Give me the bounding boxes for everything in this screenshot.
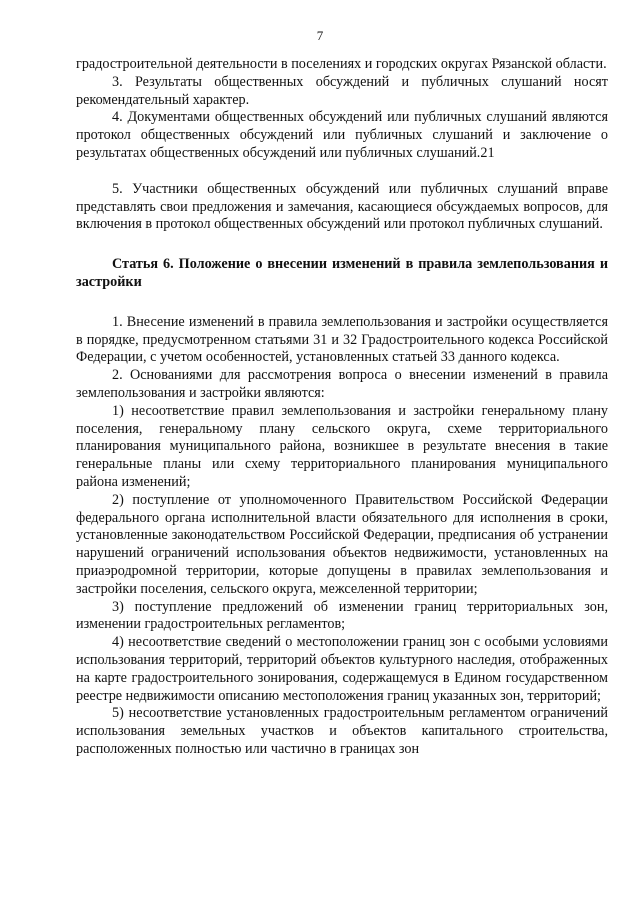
paragraph-3: 3. Результаты общественных обсуждений и публичных слушаний носят рекомендательный характер. bbox=[76, 73, 608, 108]
list-item-2: 2) поступление от уполномоченного Правительством Российской Федерации федерального органа исполнительной власти обязательного для исполнения в сроки, установленные законодательством Российской Федерации, предписания об устранении нарушений ограничений использования объектов недвижимости, установленных на приаэродромной территории, которые допущены в правилах землепользования и застройки поселения, сельского округа, межселенной территории; bbox=[76, 491, 608, 597]
spacer bbox=[76, 163, 608, 181]
document-body bbox=[76, 56, 608, 759]
page-number: 7 bbox=[316, 28, 324, 43]
spacer bbox=[76, 234, 608, 256]
list-item-3: 3) поступление предложений об изменении границ территориальных зон, изменении градостроительных регламентов; bbox=[76, 598, 608, 633]
list-item-5: 5) несоответствие установленных градостроительным регламентом ограничений использования земельных участков и объектов капитального строительства, расположенных полностью или частично в границах зон bbox=[76, 705, 608, 757]
spacer bbox=[76, 292, 608, 314]
list-item-4: 4) несоответствие сведений о местоположении границ зон с особыми условиями использования территорий, территорий объектов культурного наследия, отображенных на карте градостроительного зонирования, содержащемуся в Едином государственном реестре недвижимости описанию местоположения границ указанных зон, территорий; bbox=[76, 634, 608, 704]
article-6-paragraph-2: 2. Основаниями для рассмотрения вопроса о внесении изменений в правила землепользования и застройки являются: bbox=[76, 367, 608, 401]
paragraph-4: 4. Документами общественных обсуждений или публичных слушаний являются протокол общественных обсуждений или публичных слушаний и заключение о результатах общественных обсуждений или публичных слушаний.21 bbox=[76, 109, 608, 161]
article-6-paragraph-1: 1. Внесение изменений в правила землепользования и застройки осуществляется в порядке, предусмотренном статьями 31 и 32 Градостроительного кодекса Российской Федерации, с учетом особенностей, установленных статьей 33 данного кодекса. bbox=[76, 313, 608, 366]
article-heading: Статья 6. Положение о внесении изменений в правила землепользования и застройки bbox=[76, 256, 608, 290]
list-item-1: 1) несоответствие правил землепользования и застройки генеральному плану поселения, генеральному плану сельского округа, схеме территориального планирования муниципального района, возникшее в результате внесения в такие генеральные планы или схему территориального планирования муниципального района изменений; bbox=[76, 402, 608, 490]
paragraph-5: 5. Участники общественных обсуждений или публичных слушаний вправе представлять свои предложения и замечания, касающиеся обсуждаемых вопросов, для включения в протокол общественных обсуждений или протокол публичных слушаний. bbox=[76, 180, 608, 233]
paragraph-continuation: градостроительной деятельности в поселениях и городских округах Рязанской области. bbox=[76, 56, 607, 72]
